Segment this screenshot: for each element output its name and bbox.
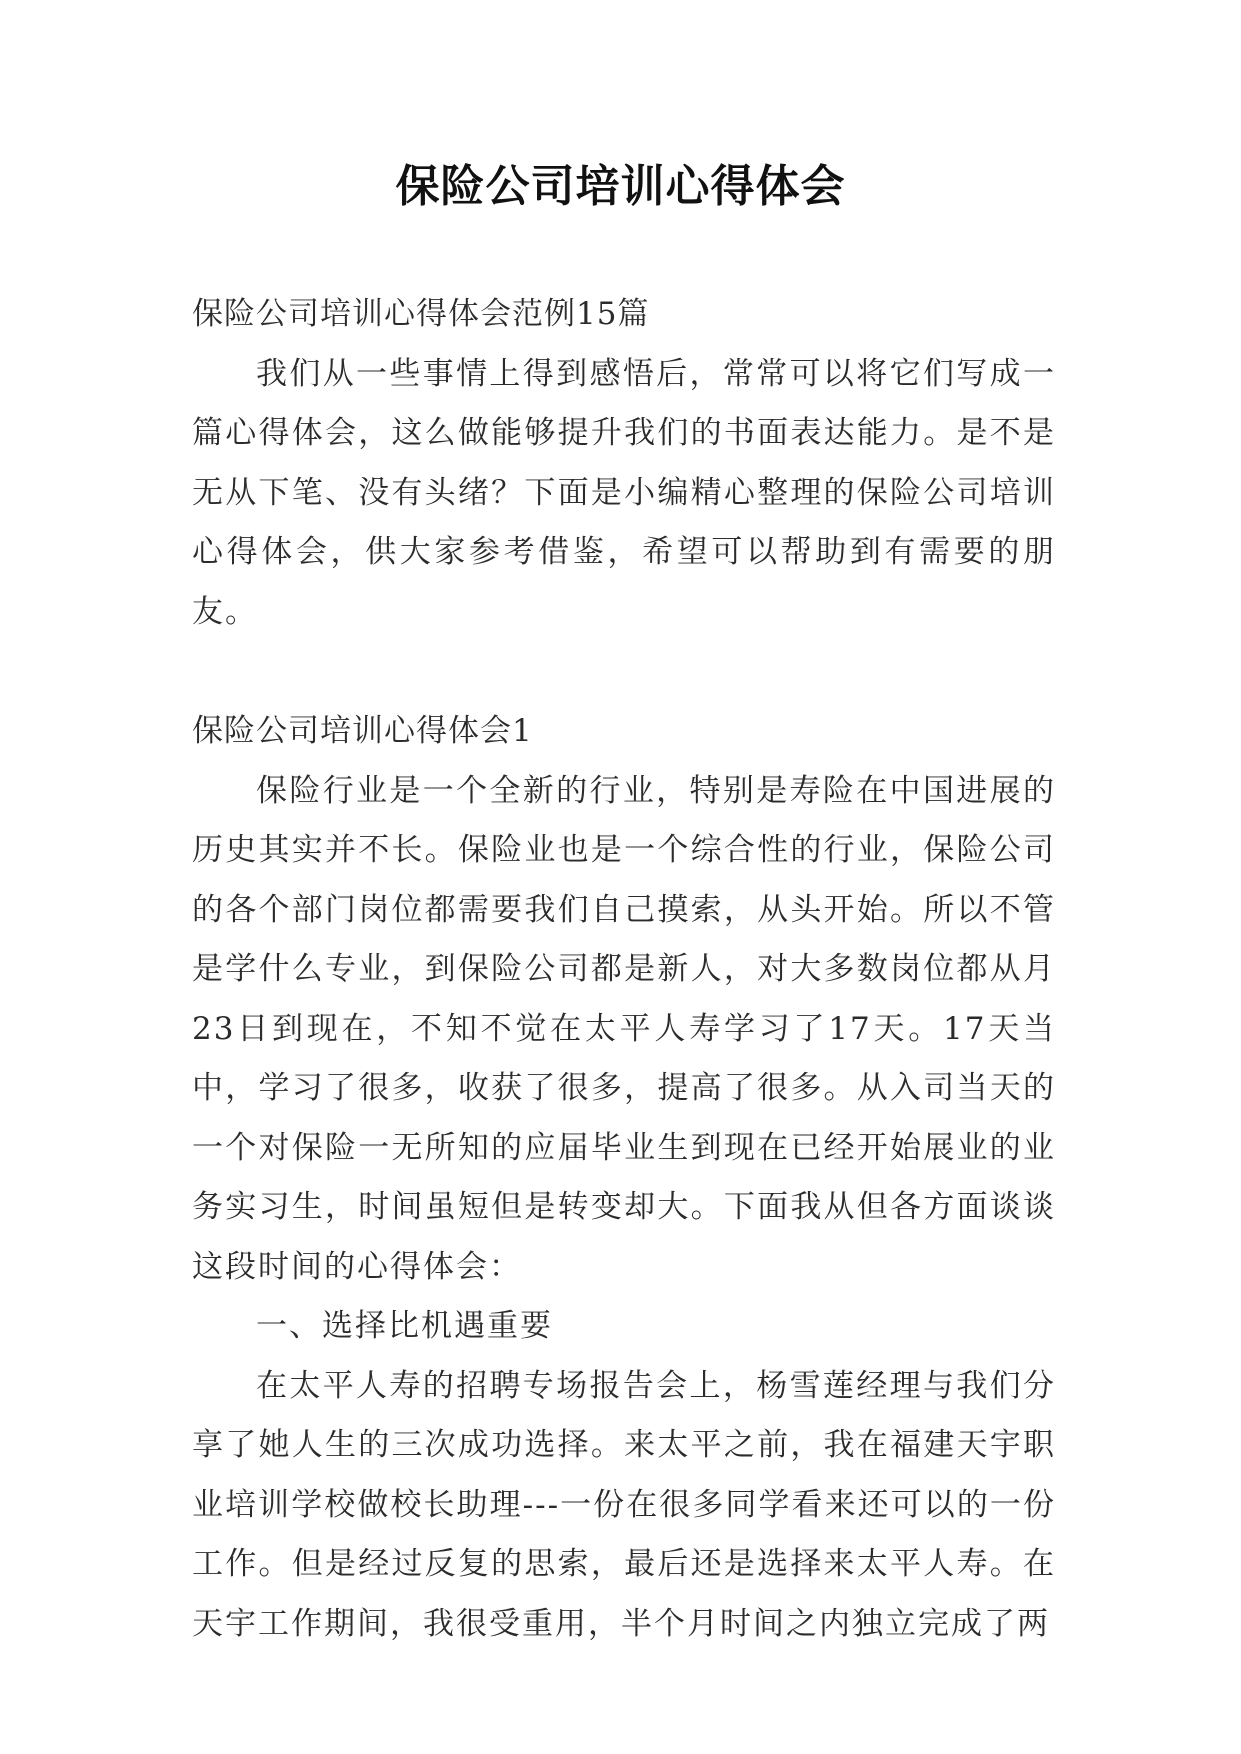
section-heading: 保险公司培训心得体会1 — [192, 713, 533, 749]
document-title: 保险公司培训心得体会 — [395, 161, 846, 212]
body-paragraph: 在太平人寿的招聘专场报告会上，杨雪莲经理与我们分享了她人生的三次成功选择。来太平之前，我在福建天宇职业培训学校做校长助理---一份在很多同学看来还可以的一份工作。但是经过反复的思索，最后还是选择来太平人寿。在天宇工作期间，我很受重用，半个月时间之内独立完成了两 — [192, 1367, 1056, 1642]
subsection-heading: 一、选择比机遇重要 — [256, 1308, 553, 1344]
body-paragraph: 保险行业是一个全新的行业，特别是寿险在中国进展的历史其实并不长。保险业也是一个综合性的行业，保险公司的各个部门岗位都需要我们自己摸索，从头开始。所以不管是学什么专业，到保险公司都是新人，对大多数岗位都从月23日到现在，不知不觉在太平人寿学习了17天。17天当中，学习了很多，收获了很多，提高了很多。从入司当天的一个对保险一无所知的应届毕业生到现在已经开始展业的业务实习生，时间虽短但是转变却大。下面我从但各方面谈谈这段时间的心得体会： — [192, 772, 1056, 1285]
intro-paragraph: 我们从一些事情上得到感悟后，常常可以将它们写成一篇心得体会，这么做能够提升我们的书面表达能力。是不是无从下笔、没有头绪？下面是小编精心整理的保险公司培训心得体会，供大家参考借鉴，希望可以帮助到有需要的朋友。 — [192, 355, 1056, 630]
paragraph-gap — [192, 642, 1056, 702]
document-body — [192, 285, 1056, 1654]
subtitle-line: 保险公司培训心得体会范例15篇 — [192, 296, 650, 332]
